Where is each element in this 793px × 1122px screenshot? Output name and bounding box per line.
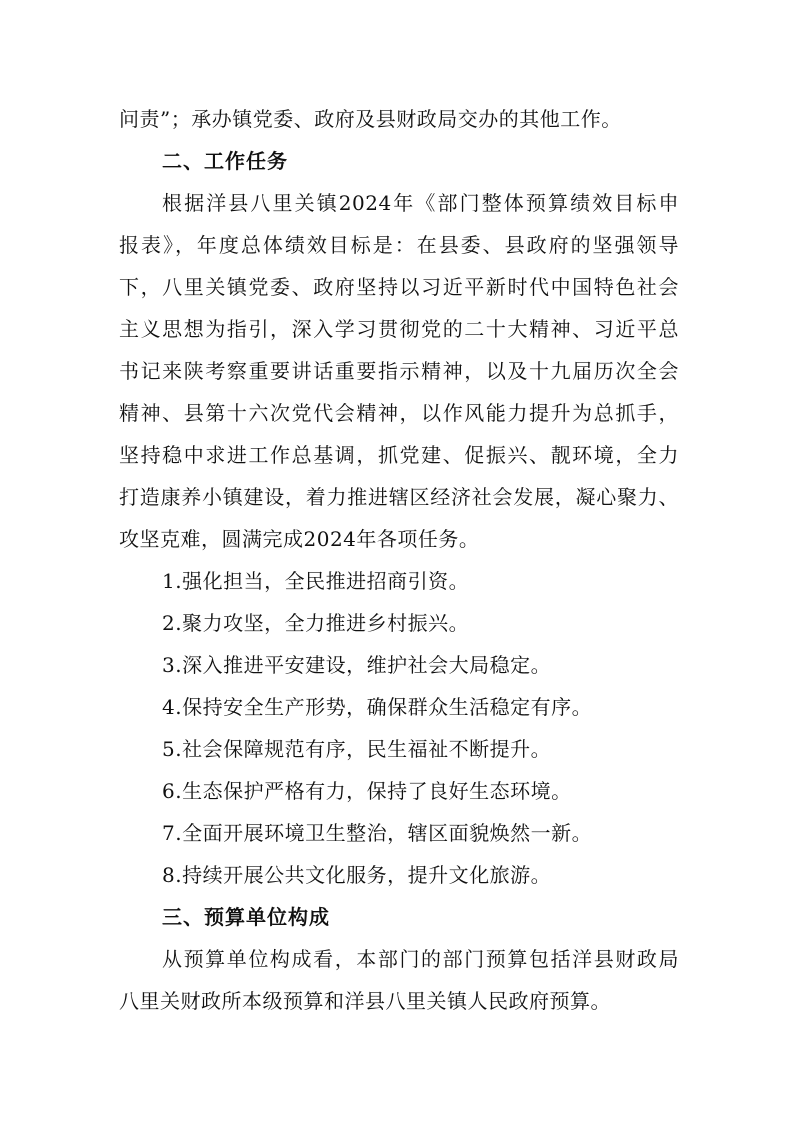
paragraph-line: 下，八里关镇党委、政府坚持以习近平新时代中国特色社会 bbox=[119, 275, 679, 299]
section-heading-work-tasks: 二、工作任务 bbox=[162, 149, 288, 173]
task-item: 5.社会保障规范有序，民生福祉不断提升。 bbox=[162, 737, 552, 761]
section-heading-budget-units: 三、预算单位构成 bbox=[162, 905, 330, 929]
task-item: 8.持续开展公共文化服务，提升文化旅游。 bbox=[162, 863, 552, 887]
task-item: 2.聚力攻坚，全力推进乡村振兴。 bbox=[162, 611, 470, 635]
paragraph-line: 书记来陕考察重要讲话重要指示精神，以及十九届历次全会 bbox=[119, 359, 679, 383]
paragraph-line: 报表》，年度总体绩效目标是：在县委、县政府的坚强领导 bbox=[119, 233, 679, 257]
paragraph-line: 坚持稳中求进工作总基调，抓党建、促振兴、靓环境，全力 bbox=[119, 443, 679, 467]
task-item: 1.强化担当，全民推进招商引资。 bbox=[162, 569, 470, 593]
task-item: 4.保持安全生产形势，确保群众生活稳定有序。 bbox=[162, 695, 593, 719]
paragraph-line: 从预算单位构成看，本部门的部门预算包括洋县财政局 bbox=[162, 947, 679, 971]
paragraph-line: 精神、县第十六次党代会精神，以作风能力提升为总抓手， bbox=[119, 401, 679, 425]
paragraph-line: 根据洋县八里关镇2024年《部门整体预算绩效目标申 bbox=[162, 191, 679, 215]
paragraph-line: 问责”；承办镇党委、政府及县财政局交办的其他工作。 bbox=[119, 107, 622, 131]
task-item: 3.深入推进平安建设，维护社会大局稳定。 bbox=[162, 653, 552, 677]
paragraph-line: 主义思想为指引，深入学习贯彻党的二十大精神、习近平总 bbox=[119, 317, 679, 341]
task-item: 7.全面开展环境卫生整治，辖区面貌焕然一新。 bbox=[162, 821, 593, 845]
paragraph-line: 打造康养小镇建设，着力推进辖区经济社会发展，凝心聚力、 bbox=[119, 485, 679, 509]
paragraph-line: 攻坚克难，圆满完成2024年各项任务。 bbox=[119, 527, 480, 551]
task-item: 6.生态保护严格有力，保持了良好生态环境。 bbox=[162, 779, 572, 803]
paragraph-line: 八里关财政所本级预算和洋县八里关镇人民政府预算。 bbox=[119, 989, 611, 1013]
